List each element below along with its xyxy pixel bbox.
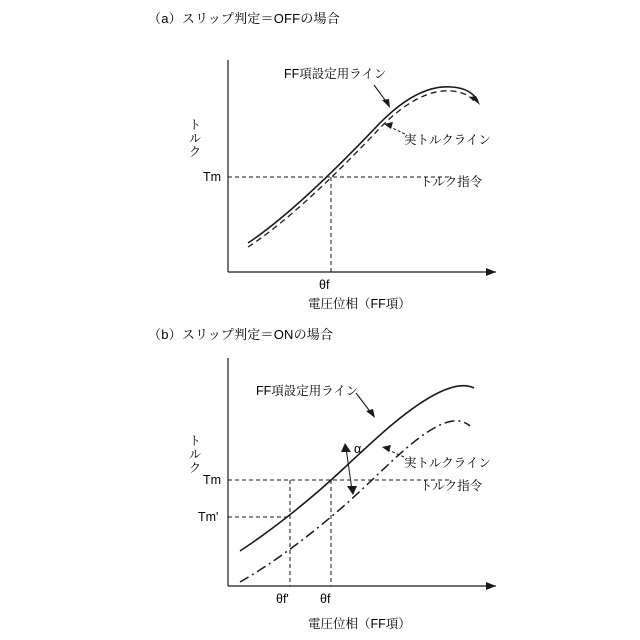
panel-b-ff-line-label: FF項設定用ライン [256, 384, 359, 398]
panel-a-torque-command-label: トルク指令 [420, 175, 483, 189]
panel-a-actual-curve [248, 91, 474, 247]
panel-a-ff-line-label: FF項設定用ライン [284, 67, 387, 81]
panel-b-y-tick-tm: Tm [203, 473, 222, 487]
figure-panel-a [0, 0, 640, 318]
panel-b-alpha-label: α [354, 442, 362, 456]
panel-a-x-arrow [486, 268, 496, 276]
panel-a-caption: （a）スリップ判定＝OFFの場合 [148, 11, 340, 26]
panel-a-ff-leader-arrow [382, 99, 390, 108]
panel-b-caption: （b）スリップ判定＝ONの場合 [148, 327, 334, 342]
panel-b-alpha-arrow-head-bottom [347, 486, 357, 495]
panel-a-x-tick-thetaf: θf [319, 278, 330, 292]
panel-b-y-tick-tm-prime: Tm' [198, 510, 219, 524]
figure-panel-b [0, 318, 640, 640]
panel-b-ff-leader-arrow [366, 409, 375, 418]
panel-b-alpha-arrow-head-top [341, 443, 351, 452]
panel-b-x-axis-label: 電圧位相（FF項） [308, 617, 411, 631]
panel-a-y-axis-label: トルク [187, 118, 201, 159]
panel-b-x-tick-thetaf-prime: θf' [276, 592, 289, 606]
panel-b-torque-command-label: トルク指令 [420, 479, 483, 493]
panel-b-y-axis-label: トルク [187, 434, 201, 475]
panel-a-svg [0, 0, 640, 318]
panel-a-y-tick-tm: Tm [203, 170, 222, 184]
panel-a-ff-curve [248, 87, 478, 243]
panel-b-actual-torque-label: 実トルクライン [404, 456, 491, 470]
panel-a-actual-torque-label: 実トルクライン [404, 133, 491, 147]
panel-b-x-tick-thetaf: θf [320, 592, 331, 606]
panel-b-alpha-arrow-line [346, 448, 352, 490]
panel-a-x-axis-label: 電圧位相（FF項） [308, 297, 411, 311]
panel-b-x-arrow [486, 582, 496, 590]
panel-a-plot [0, 0, 640, 318]
